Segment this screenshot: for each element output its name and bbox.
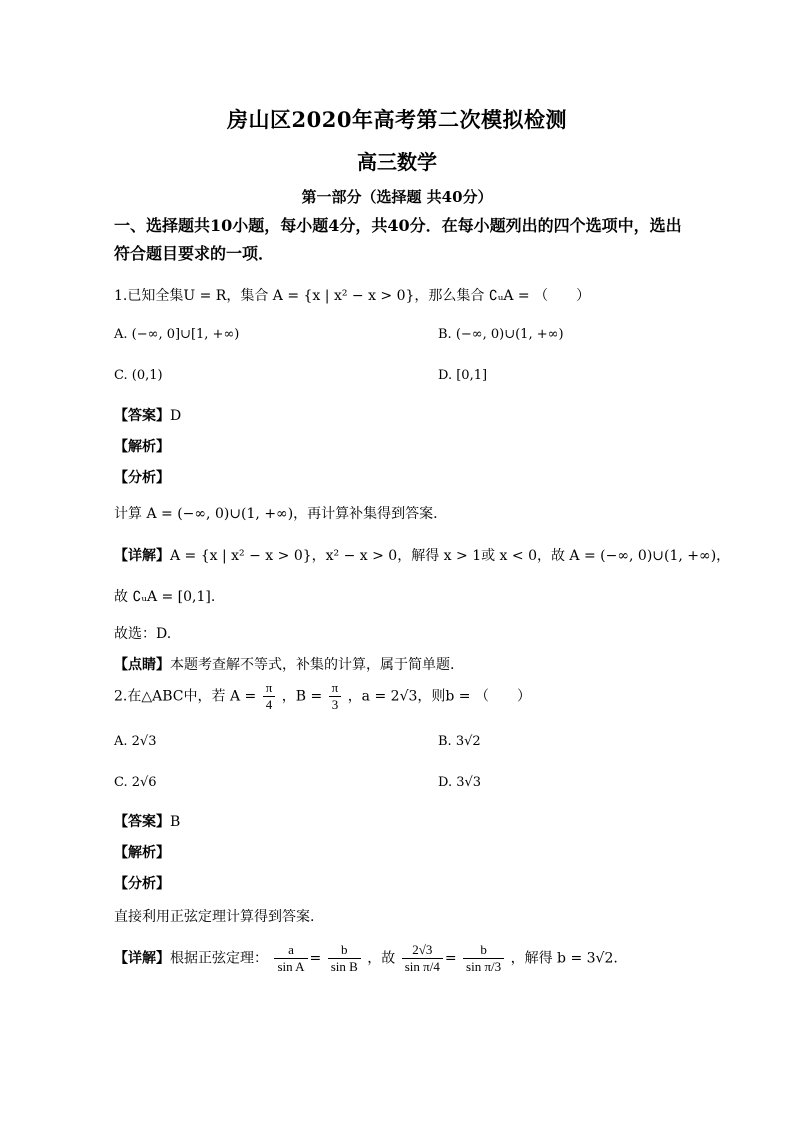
fraction-denominator: sin A: [277, 959, 305, 974]
q2-detail: 【详解】根据正弦定理： $\frac{a}{\text{sin A}}$ = $\frac{b}{\text{sin B}}$ ，故 $\frac{2√3}{\text{sin π/4}}$ = $\frac{b}{\text{sin π/3}}$ ，解得 b = 3√2.: [114, 942, 618, 974]
fraction-denominator: 3: [331, 697, 339, 712]
q2-stem-post: ，a = 2√3，则b = （ ）: [347, 688, 531, 705]
q1-answer: [114, 405, 181, 425]
q1-option-b: B. (−∞, 0)∪(1, +∞): [438, 327, 564, 342]
fraction-angle-a: [263, 680, 276, 713]
fraction-numerator: π: [329, 680, 342, 697]
q1-choose: 故选：D.: [114, 626, 172, 642]
fraction-denominator: sin B: [330, 959, 358, 974]
q2-fenxi: 直接利用正弦定理计算得到答案.: [114, 909, 315, 925]
fraction-denominator: 4: [265, 697, 273, 712]
answer-tag: 【答案】: [114, 814, 170, 830]
detail-tag: 【详解】: [114, 950, 170, 967]
fraction-numerator: b: [328, 942, 361, 959]
comment-tag: 【点睛】: [114, 657, 170, 673]
fraction-denominator: sin π/4: [404, 959, 440, 974]
detail-pre: 根据正弦定理：: [170, 950, 268, 967]
q2-stem-mid: ，B =: [281, 688, 323, 705]
q1-fenxi-tag: 【分析】: [114, 470, 170, 486]
detail-tag: 【详解】: [114, 548, 170, 564]
fraction-numerator: π: [263, 680, 276, 697]
q2-stem: [114, 680, 531, 713]
fraction-denominator: sin π/3: [466, 959, 502, 974]
fraction-b-over-sin: [463, 942, 504, 975]
document-title: 房山区2020年高考第二次模拟检测: [227, 107, 567, 132]
fraction-a-over-sina: [274, 942, 307, 975]
q1-option-d: D. [0,1]: [438, 368, 488, 383]
answer-value: D: [170, 408, 182, 424]
q2-option-b: B. 3√2: [438, 734, 481, 749]
q1-jiexi: 【解析】: [114, 439, 170, 455]
q2-stem-pre: 2.在△ABC中，若 A =: [114, 688, 257, 705]
fraction-2sqrt3-over-sin: [402, 942, 443, 975]
q2-option-a: A. 2√3: [114, 734, 157, 749]
q1-detail: [114, 545, 730, 565]
part-title: 第一部分（选择题 共40分）: [301, 188, 493, 206]
q1-fenxi: 计算 A = (−∞, 0)∪(1, +∞)，再计算补集得到答案.: [114, 506, 438, 522]
q2-option-d: D. 3√3: [438, 775, 482, 790]
fraction-b-over-sinb: [328, 942, 361, 975]
detail-text: A = {x | x² − x > 0}，x² − x > 0，解得 x > 1或 x < 0，故 A = (−∞, 0)∪(1, +∞)，: [170, 548, 731, 564]
fraction-numerator: a: [274, 942, 307, 959]
answer-value: B: [170, 814, 181, 830]
detail-post: ，解得 b = 3√2.: [510, 950, 618, 967]
q2-fenxi-tag: 【分析】: [114, 876, 170, 892]
q2-answer: [114, 811, 180, 831]
q1-comment: [114, 654, 454, 674]
fraction-numerator: 2√3: [402, 942, 443, 959]
answer-tag: 【答案】: [114, 408, 170, 424]
q1-option-a: A. (−∞, 0]∪[1, +∞): [114, 327, 240, 342]
comment-text: 本题考查解不等式，补集的计算，属于简单题.: [170, 657, 455, 673]
q1-detail-2: 故 ∁ᵤA = [0,1].: [114, 589, 216, 605]
fraction-numerator: b: [463, 942, 504, 959]
section-instruction: 一、选择题共10小题，每小题4分，共40分．在每小题列出的四个选项中，选出符合题目要求的一项．: [114, 216, 682, 263]
detail-mid: ，故: [367, 950, 396, 967]
q1-stem: 1.已知全集U = R，集合 A = {x | x² − x > 0}，那么集合 ∁ᵤA = （ ）: [114, 288, 591, 304]
fraction-angle-b: [329, 680, 342, 713]
q2-jiexi: 【解析】: [114, 845, 170, 861]
q1-option-c: C. (0,1): [114, 368, 163, 383]
subject-title: 高三数学: [357, 150, 437, 174]
q2-option-c: C. 2√6: [114, 775, 157, 790]
